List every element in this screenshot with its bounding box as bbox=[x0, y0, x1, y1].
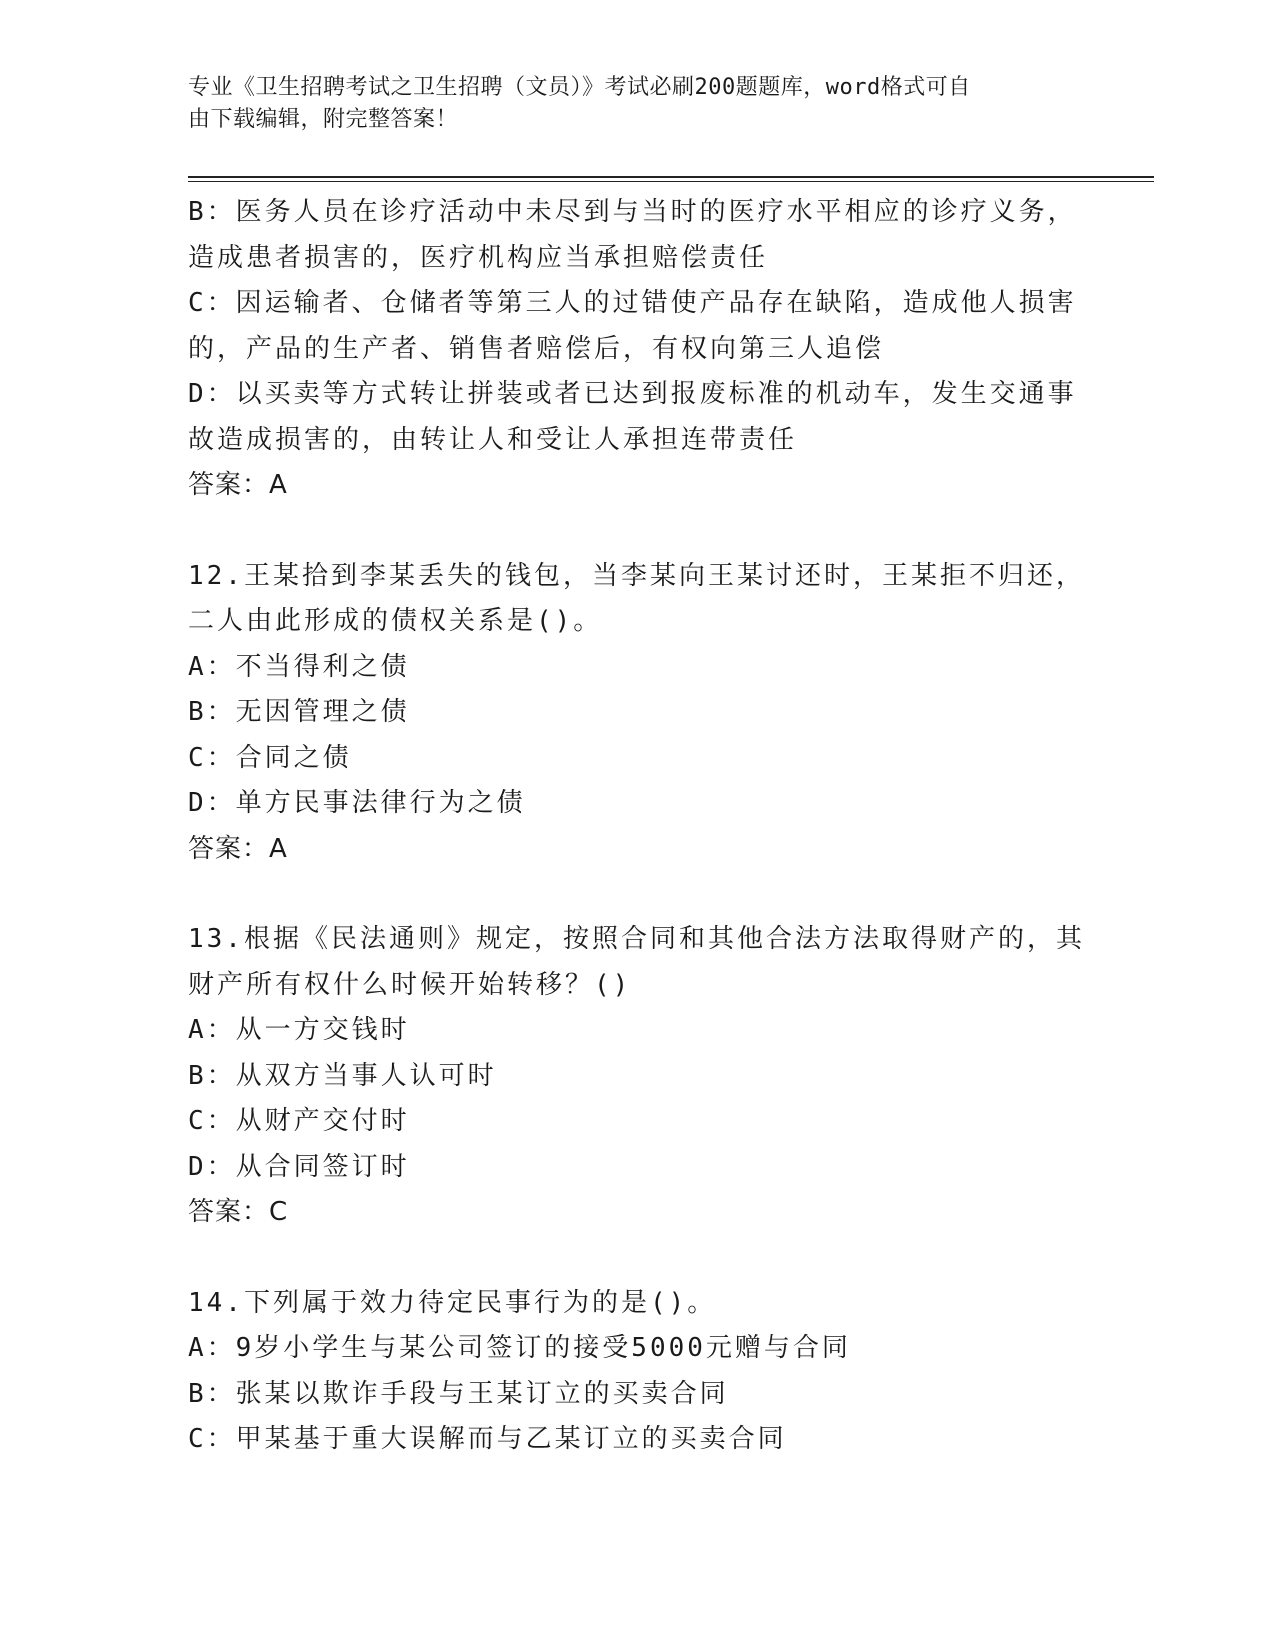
option-c: C：甲某基于重大误解而与乙某订立的买卖合同 bbox=[188, 1424, 787, 1454]
option-b: B：从双方当事人认可时 bbox=[188, 1060, 497, 1091]
header-title-line-2: 由下载编辑，附完整答案！ bbox=[188, 107, 459, 132]
document-header bbox=[188, 72, 1068, 136]
answer-line: 答案：C bbox=[188, 1197, 289, 1227]
question-text-line-2: 财产所有权什么时候开始转移？() bbox=[188, 969, 632, 1000]
header-title-line-1: 专业《卫生招聘考试之卫生招聘（文员）》考试必刷200题题库，word格式可自 bbox=[188, 75, 971, 100]
option-d: D：从合同签订时 bbox=[188, 1151, 410, 1182]
option-c: C：从财产交付时 bbox=[188, 1106, 410, 1136]
spacer bbox=[188, 509, 1078, 554]
question-block-11 bbox=[188, 190, 1078, 509]
answer-line: 答案：A bbox=[188, 470, 288, 500]
option-b: B：张某以欺诈手段与王某订立的买卖合同 bbox=[188, 1378, 729, 1409]
option-c-line-2: 的，产品的生产者、销售者赔偿后，有权向第三人追偿 bbox=[188, 333, 885, 364]
document-body bbox=[188, 190, 1085, 1463]
option-b-line-1: B：医务人员在诊疗活动中未尽到与当时的医疗水平相应的诊疗义务， bbox=[188, 197, 1077, 227]
option-c: C：合同之债 bbox=[188, 742, 352, 773]
option-d-line-1: D：以买卖等方式转让拼装或者已达到报废标准的机动车，发生交通事 bbox=[188, 379, 1077, 409]
option-b: B：无因管理之债 bbox=[188, 697, 410, 727]
option-d: D：单方民事法律行为之债 bbox=[188, 788, 526, 818]
question-text-line-2: 二人由此形成的债权关系是()。 bbox=[188, 606, 603, 636]
question-block-12 bbox=[188, 554, 1085, 873]
option-a: A：不当得利之债 bbox=[188, 651, 410, 682]
question-block-14 bbox=[188, 1281, 1078, 1463]
option-a: A：从一方交钱时 bbox=[188, 1015, 410, 1045]
question-text-line-1: 12.王某拾到李某丢失的钱包，当李某向王某讨还时，王某拒不归还， bbox=[188, 560, 1085, 591]
question-text-line-1: 14.下列属于效力待定民事行为的是()。 bbox=[188, 1287, 717, 1318]
option-d-line-2: 故造成损害的，由转让人和受让人承担连带责任 bbox=[188, 424, 798, 455]
question-block-13 bbox=[188, 917, 1085, 1236]
answer-line: 答案：A bbox=[188, 833, 288, 864]
option-a: A：9岁小学生与某公司签订的接受5000元赠与合同 bbox=[188, 1333, 851, 1363]
option-b-line-2: 造成患者损害的，医疗机构应当承担赔偿责任 bbox=[188, 242, 769, 273]
spacer bbox=[188, 872, 1078, 917]
option-c-line-1: C：因运输者、仓储者等第三人的过错使产品存在缺陷，造成他人损害 bbox=[188, 288, 1077, 318]
header-divider-thin bbox=[188, 181, 1154, 182]
header-divider-thick bbox=[188, 176, 1154, 178]
question-text-line-1: 13.根据《民法通则》规定，按照合同和其他合法方法取得财产的，其 bbox=[188, 924, 1085, 954]
spacer bbox=[188, 1236, 1078, 1281]
